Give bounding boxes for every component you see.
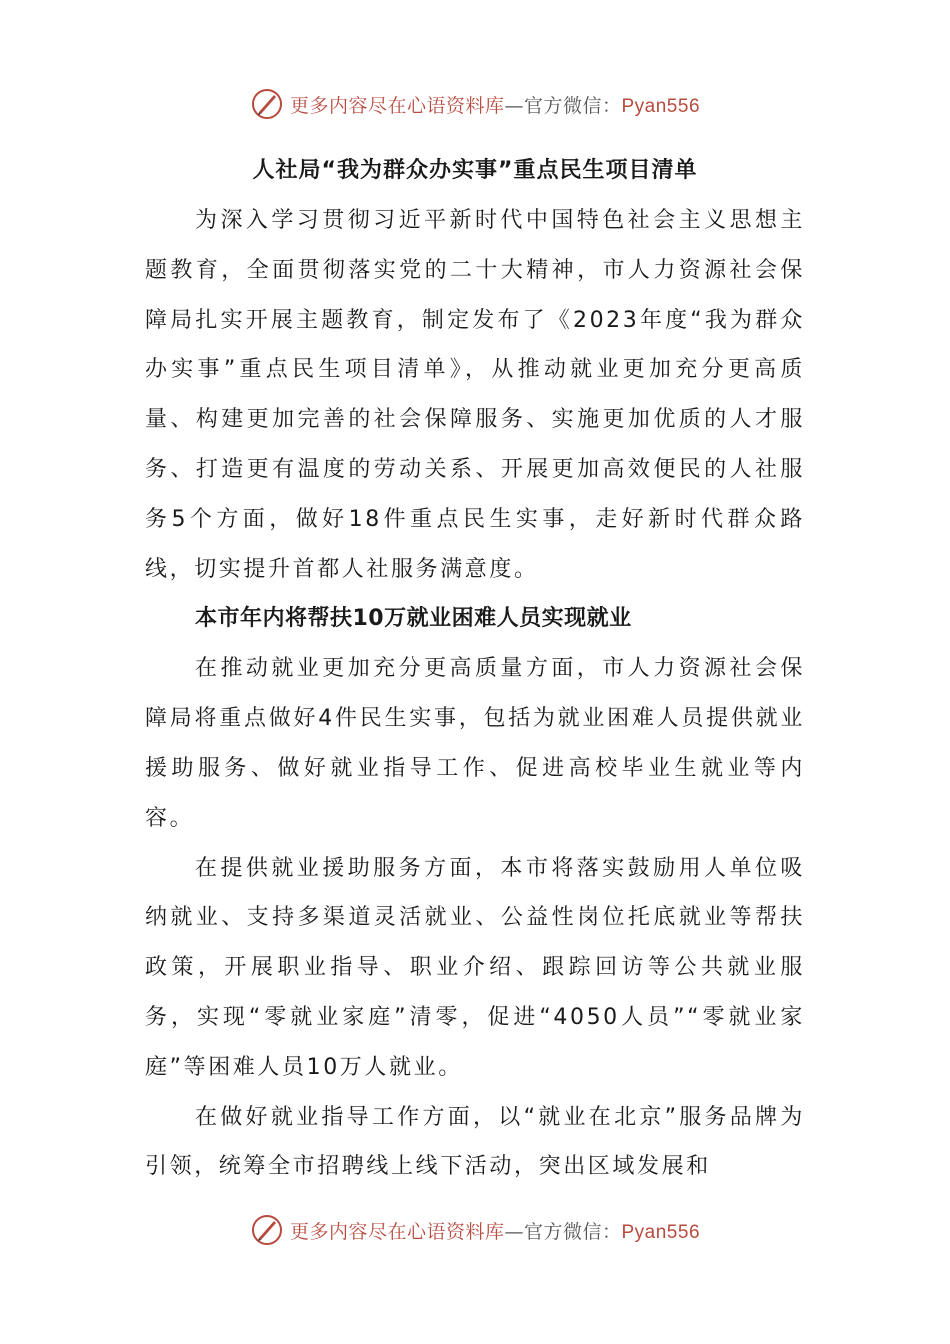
watermark-site: 更多内容尽在心语资料库 [289,1220,505,1243]
section-subheading: 本市年内将帮扶10万就业困难人员实现就业 [195,606,632,632]
watermark-wechat-id: Pyan556 [621,95,701,117]
quill-logo-icon [250,87,284,121]
body-paragraph-3: 在做好就业指导工作方面，以“就业在北京”服务品牌为引领，统筹全市招聘线上线下活动，突出区域发展和 [145,1104,805,1180]
body-paragraph-1: 在推动就业更加充分更高质量方面，市人力资源社会保障局将重点做好4件民生实事，包括为就业困难人员提供就业援助服务、做好就业指导工作、促进高校毕业生就业等内容。 [145,656,805,831]
footer-watermark [0,1210,950,1250]
watermark-text [290,91,700,118]
document-title: 人社局“我为群众办实事”重点民生项目清单 [252,158,698,183]
watermark-separator: — [504,94,524,117]
watermark-text [290,1217,700,1244]
watermark-site: 更多内容尽在心语资料库 [289,94,505,117]
watermark-separator: — [504,1220,524,1243]
watermark-wechat-label: 官方微信： [523,94,622,117]
document-body [145,146,805,1192]
header-watermark [0,84,950,124]
watermark-wechat-id: Pyan556 [621,1221,701,1243]
body-paragraph-2: 在提供就业援助服务方面，本市将落实鼓励用人单位吸纳就业、支持多渠道灵活就业、公益性岗位托底就业等帮扶政策，开展职业指导、职业介绍、跟踪回访等公共就业服务，实现“零就业家庭”清零，促进“4050人员”“零就业家庭”等困难人员10万人就业。 [145,855,805,1080]
intro-paragraph: 为深入学习贯彻习近平新时代中国特色社会主义思想主题教育，全面贯彻落实党的二十大精神，市人力资源社会保障局扎实开展主题教育，制定发布了《2023年度“我为群众办实事”重点民生项目清单》，从推动就业更加充分更高质量、构建更加完善的社会保障服务、实施更加优质的人才服务、打造更有温度的劳动关系、开展更加高效便民的人社服务5个方面，做好18件重点民生实事，走好新时代群众路线，切实提升首都人社服务满意度。 [145,208,805,582]
watermark-wechat-label: 官方微信： [523,1220,622,1243]
quill-logo-icon [250,1213,284,1247]
